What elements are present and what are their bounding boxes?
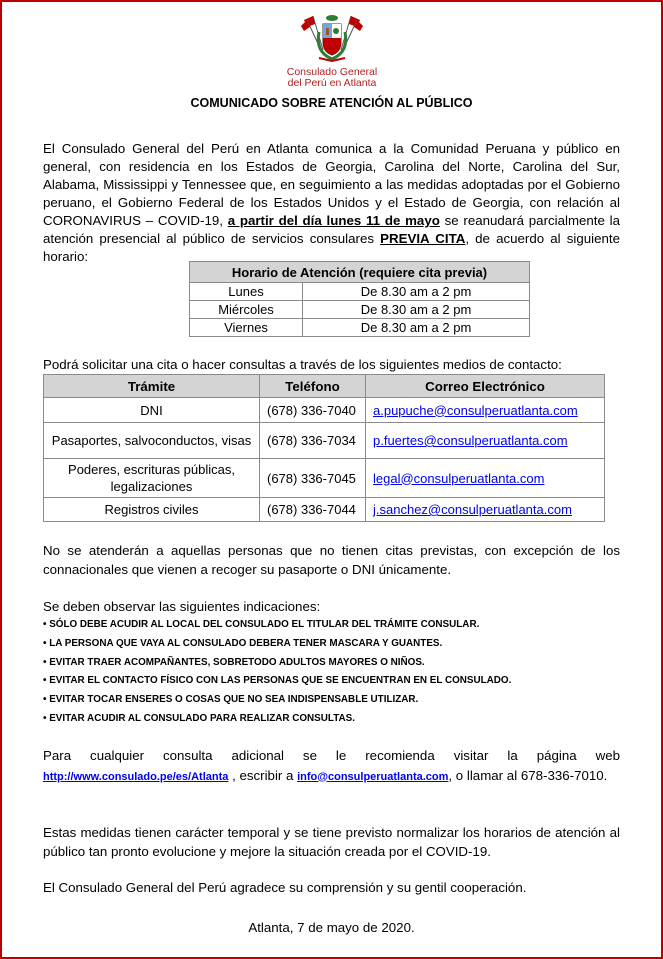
list-item: • EVITAR TOCAR ENSERES O COSAS QUE NO SEA INDISPENSABLE UTILIZAR. bbox=[43, 694, 419, 706]
table-row bbox=[44, 498, 605, 522]
list-item: • EVITAR EL CONTACTO FÍSICO CON LAS PERSONAS QUE SE ENCUENTRAN EN EL CONSULADO. bbox=[43, 675, 512, 687]
email-cell bbox=[366, 498, 605, 522]
table-row bbox=[190, 301, 530, 319]
intro-part-1: El Consulado General del Perú en Atlanta comunica a la Comunidad Peruana y público en general, con residencia en los Estados de Georgia, Carolina del Norte, Carolina del Sur, Alabama, Mississippi y Tennessee que, en seguimiento a las medidas adoptadas por el Gobierno peruano, el Gobierno Federal de los Estados Unidos y el Estado de Georgia, con relación al CORONAVIRUS – COVID-19, bbox=[43, 141, 620, 228]
signoff: Atlanta, 7 de mayo de 2020. bbox=[248, 920, 415, 935]
phone-cell: (678) 336-7040 bbox=[260, 398, 366, 423]
intro-previa-cita: PREVIA CITA bbox=[380, 231, 466, 246]
phone-cell: (678) 336-7044 bbox=[260, 498, 366, 522]
tramite-cell: Registros civiles bbox=[44, 498, 260, 522]
more-info-part-2: , escribir a bbox=[228, 767, 298, 783]
email-link[interactable]: j.sanchez@consulperuatlanta.com bbox=[373, 502, 572, 517]
phone-cell: (678) 336-7045 bbox=[260, 459, 366, 498]
table-row bbox=[44, 459, 605, 498]
schedule-day: Miércoles bbox=[190, 301, 303, 319]
schedule-hours: De 8.30 am a 2 pm bbox=[303, 301, 530, 319]
list-item: • SÓLO DEBE ACUDIR AL LOCAL DEL CONSULADO EL TITULAR DEL TRÁMITE CONSULAR. bbox=[43, 619, 480, 630]
table-row bbox=[190, 319, 530, 337]
contact-table bbox=[43, 374, 605, 522]
website-link[interactable]: http://www.consulado.pe/es/Atlanta bbox=[43, 770, 229, 783]
column-header-telefono: Teléfono bbox=[260, 375, 366, 398]
schedule-header: Horario de Atención (requiere cita previa) bbox=[190, 262, 530, 283]
intro-paragraph bbox=[43, 140, 620, 266]
email-cell bbox=[366, 423, 605, 459]
tramite-cell: Poderes, escrituras públicas, legalizaciones bbox=[44, 459, 260, 498]
consulate-logo-text bbox=[270, 67, 394, 89]
schedule-day: Viernes bbox=[190, 319, 303, 337]
info-email-link[interactable]: info@consulperuatlanta.com bbox=[297, 770, 449, 783]
logo-line-2: del Perú en Atlanta bbox=[287, 77, 377, 89]
email-cell bbox=[366, 459, 605, 498]
schedule-table bbox=[189, 261, 530, 337]
indications-list bbox=[43, 616, 620, 729]
contact-intro: Podrá solicitar una cita o hacer consultas a través de los siguientes medios de contacto: bbox=[43, 357, 562, 372]
list-item: • EVITAR TRAER ACOMPAÑANTES, SOBRETODO ADULTOS MAYORES O NIÑOS. bbox=[43, 656, 425, 668]
email-link[interactable]: a.pupuche@consulperuatlanta.com bbox=[373, 402, 578, 418]
list-item: • LA PERSONA QUE VAYA AL CONSULADO DEBERA TENER MASCARA Y GUANTES. bbox=[43, 637, 443, 649]
thanks-paragraph: El Consulado General del Perú agradece su comprensión y su gentil cooperación. bbox=[43, 880, 527, 895]
email-link[interactable]: p.fuertes@consulperuatlanta.com bbox=[373, 433, 568, 448]
email-cell bbox=[366, 398, 605, 423]
page-title: COMUNICADO SOBRE ATENCIÓN AL PÚBLICO bbox=[190, 96, 473, 110]
list-item: • EVITAR ACUDIR AL CONSULADO PARA REALIZAR CONSULTAS. bbox=[43, 712, 355, 724]
logo-line-1: Consulado General bbox=[286, 66, 378, 78]
more-info-paragraph bbox=[43, 746, 620, 787]
column-header-tramite: Trámite bbox=[44, 375, 260, 398]
table-row bbox=[44, 423, 605, 459]
schedule-hours: De 8.30 am a 2 pm bbox=[303, 319, 530, 337]
no-appointment-paragraph: No se atenderán a aquellas personas que no tienen citas previstas, con excepción de los connacionales que vienen a recoger su pasaporte o DNI únicamente. bbox=[43, 543, 620, 577]
table-row bbox=[190, 283, 530, 301]
intro-part-3: , de acuerdo al siguiente horario: bbox=[43, 231, 620, 264]
phone-cell: (678) 336-7034 bbox=[260, 423, 366, 459]
temporary-measures-paragraph: Estas medidas tienen carácter temporal y se tiene previsto normalizar los horarios de atención al público tan pronto evolucione y mejore la situación creada por el COVID-19. bbox=[43, 825, 620, 859]
tramite-cell: Pasaportes, salvoconductos, visas bbox=[44, 423, 260, 459]
table-row bbox=[44, 398, 605, 423]
intro-part-2: se reanudará parcialmente la atención presencial al público de servicios consulares bbox=[43, 213, 621, 246]
schedule-hours: De 8.30 am a 2 pm bbox=[303, 283, 530, 301]
more-info-part-3: , o llamar al 678-336-7010. bbox=[448, 767, 608, 783]
schedule-day: Lunes bbox=[190, 283, 303, 301]
intro-start-date: a partir del día lunes 11 de mayo bbox=[227, 213, 440, 228]
email-link[interactable]: legal@consulperuatlanta.com bbox=[373, 470, 545, 486]
tramite-cell: DNI bbox=[44, 398, 260, 423]
column-header-correo: Correo Electrónico bbox=[366, 375, 605, 398]
peru-coat-of-arms-icon bbox=[301, 12, 363, 64]
more-info-part-1: Para cualquier consulta adicional se le recomienda visitar la página web bbox=[43, 748, 620, 763]
indications-title: Se deben observar las siguientes indicaciones: bbox=[43, 599, 321, 614]
